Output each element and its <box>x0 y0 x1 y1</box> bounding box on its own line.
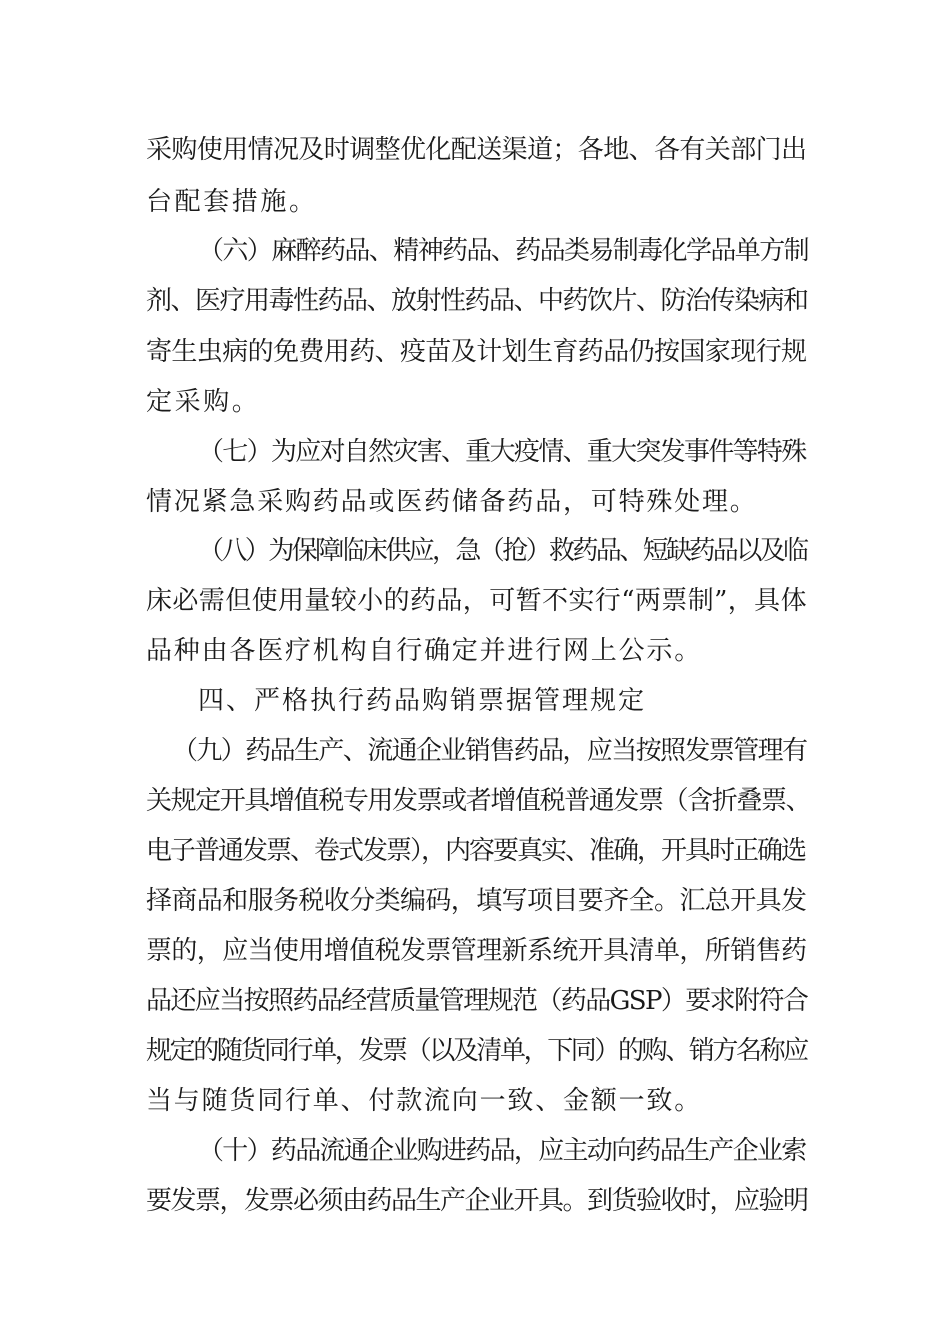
body-text-line: 品还应当按照药品经营质量管理规范（药品GSP）要求附符合 <box>146 986 808 1016</box>
paragraph-7-start: （七）为应对自然灾害、重大疫情、重大突发事件等特殊 <box>198 437 806 467</box>
body-text-line: 规定的随货同行单，发票（以及清单，下同）的购、销方名称应 <box>146 1036 807 1066</box>
paragraph-10-start: （十）药品流通企业购进药品，应主动向药品生产企业索 <box>198 1136 806 1166</box>
body-text-line: 票的，应当使用增值税发票管理新系统开具清单，所销售药 <box>146 936 807 966</box>
paragraph-8-start: （八）为保障临床供应，急（抢）救药品、短缺药品以及临 <box>198 536 807 566</box>
body-text-line: 寄生虫病的免费用药、疫苗及计划生育药品仍按国家现行规 <box>146 337 807 367</box>
body-text-line: 当与随货同行单、付款流向一致、金额一致。 <box>146 1086 703 1116</box>
section-heading: 四、严格执行药品购销票据管理规定 <box>198 686 647 716</box>
body-text-line: 床必需但使用量较小的药品，可暂不实行“两票制”，具体 <box>146 586 807 616</box>
body-text-line: 台配套措施。 <box>146 187 318 217</box>
paragraph-9-start: （九）药品生产、流通企业销售药品，应当按照发票管理有 <box>172 736 807 766</box>
body-text-line: 电子普通发票、卷式发票），内容要真实、准确，开具时正确选 <box>146 836 806 866</box>
body-text-line: 剂、医疗用毒性药品、放射性药品、中药饮片、防治传染病和 <box>146 286 808 316</box>
paragraph-6-start: （六）麻醉药品、精神药品、药品类易制毒化学品单方制 <box>198 236 809 266</box>
body-text-line: 关规定开具增值税专用发票或者增值税普通发票（含折叠票、 <box>146 786 811 816</box>
body-text-line: 定采购。 <box>146 387 261 417</box>
body-text-line: 品种由各医疗机构自行确定并进行网上公示。 <box>146 636 703 666</box>
body-text-line: 择商品和服务税收分类编码，填写项目要齐全。汇总开具发 <box>146 886 807 916</box>
body-text-line: 采购使用情况及时调整优化配送渠道；各地、各有关部门出 <box>146 135 807 165</box>
body-text-line: 情况紧急采购药品或医药储备药品，可特殊处理。 <box>146 487 758 517</box>
body-text-line: 要发票，发票必须由药品生产企业开具。到货验收时，应验明 <box>146 1186 808 1216</box>
